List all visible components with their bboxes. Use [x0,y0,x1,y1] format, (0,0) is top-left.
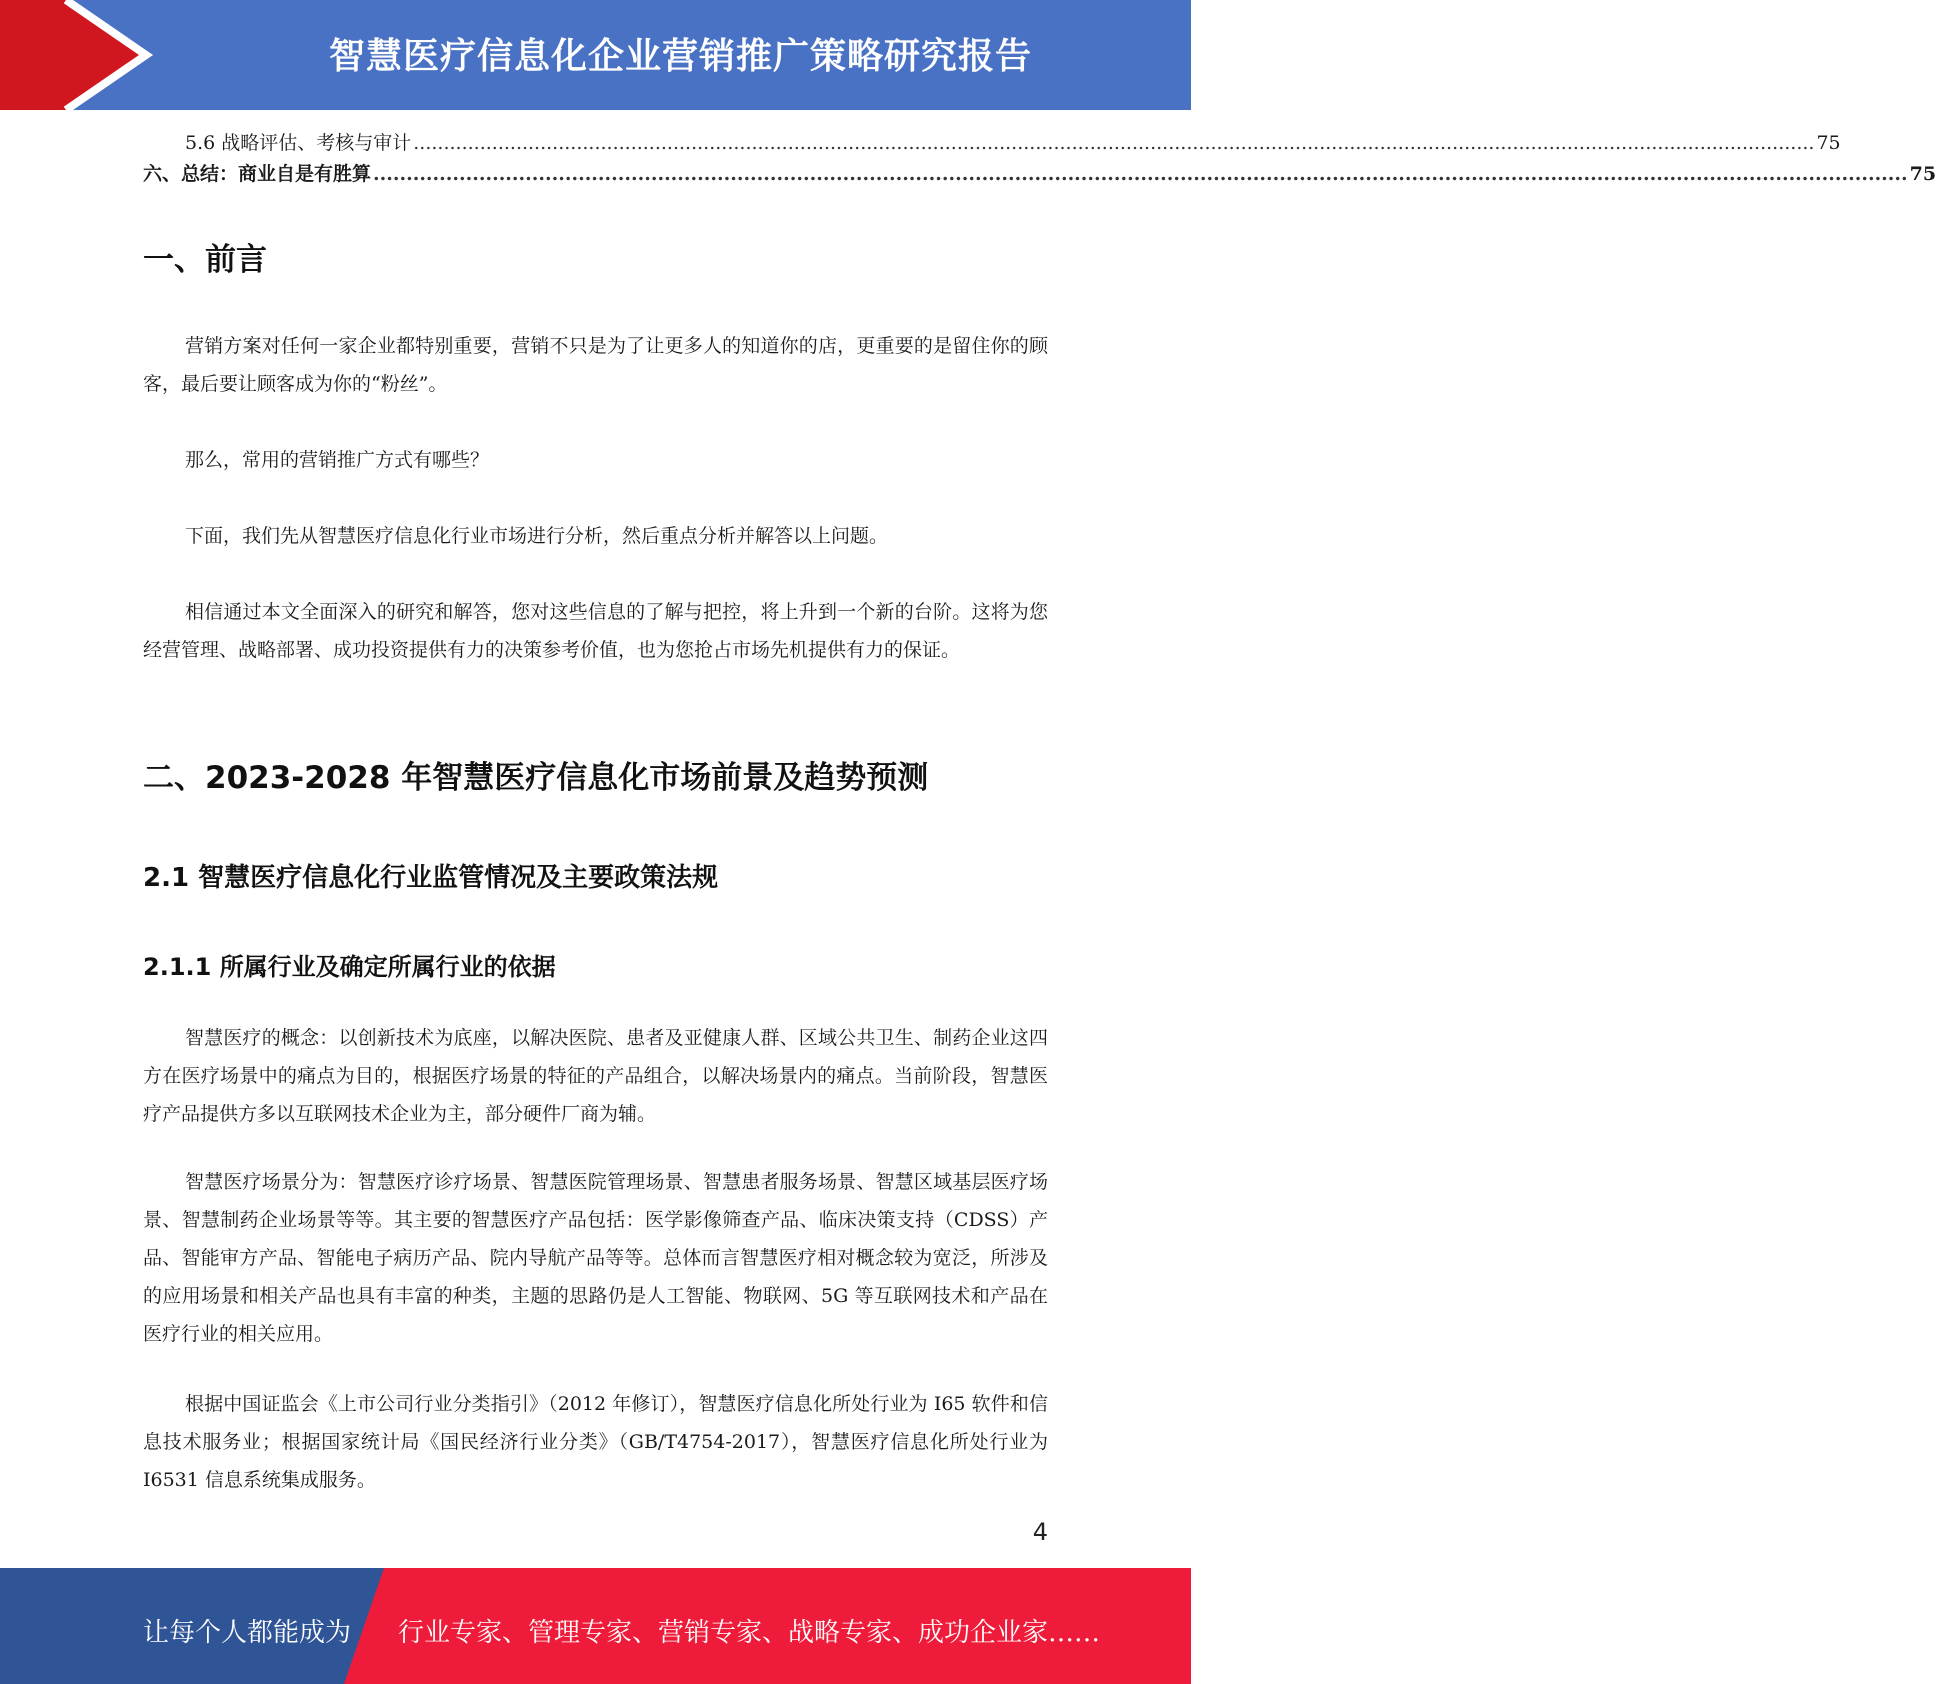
body-paragraph: 根据中国证监会《上市公司行业分类指引》（2012 年修订），智慧医疗信息化所处行业为 I65 软件和信息技术服务业；根据国家统计局《国民经济行业分类》（GB/T4754-2017），智慧医疗信息化所处行业为 I6531 信息系统集成服务。 [143,1393,1048,1491]
page-footer [0,1568,1191,1684]
toc-entry[interactable] [143,159,1936,189]
report-title: 智慧医疗信息化企业营销推广策略研究报告 [328,36,1032,77]
toc-leader-dots: ........................................................................................................................................................................................................................................ [373,163,1908,185]
toc-entry-page: 75 [1909,163,1936,185]
section-2-1-heading: 2.1 智慧医疗信息化行业监管情况及主要政策法规 [143,863,719,893]
preface-heading: 一、前言 [143,242,267,278]
header-chevron-decoration [0,0,160,110]
footer-slogan-left: 让每个人都能成为 [143,1618,352,1648]
toc-entry[interactable] [143,128,1841,158]
body-paragraph: 智慧医疗的概念：以创新技术为底座，以解决医院、患者及亚健康人群、区域公共卫生、制药企业这四方在医疗场景中的痛点为目的，根据医疗场景的特征的产品组合，以解决场景内的痛点。当前阶段，智慧医疗产品提供方多以互联网技术企业为主，部分硬件厂商为辅。 [143,1027,1048,1125]
body-paragraph: 智慧医疗场景分为：智慧医疗诊疗场景、智慧医院管理场景、智慧患者服务场景、智慧区域基层医疗场景、智慧制药企业场景等等。其主要的智慧医疗产品包括：医学影像筛查产品、临床决策支持（CDSS）产品、智能审方产品、智能电子病历产品、院内导航产品等等。总体而言智慧医疗相对概念较为宽泛，所涉及的应用场景和相关产品也具有丰富的种类，主题的思路仍是人工智能、物联网、5G 等互联网技术和产品在医疗行业的相关应用。 [143,1171,1048,1345]
page-number: 4 [1032,1518,1048,1546]
footer-slogan-right: 行业专家、管理专家、营销专家、战略专家、成功企业家…… [398,1618,1101,1648]
preface-paragraph: 相信通过本文全面深入的研究和解答，您对这些信息的了解与把控，将上升到一个新的台阶。这将为您经营管理、战略部署、成功投资提供有力的决策参考价值，也为您抢占市场先机提供有力的保证。 [143,601,1048,661]
preface-paragraph: 营销方案对任何一家企业都特别重要，营销不只是为了让更多人的知道你的店，更重要的是留住你的顾客，最后要让顾客成为你的“粉丝”。 [143,335,1048,395]
preface-paragraph: 下面，我们先从智慧医疗信息化行业市场进行分析，然后重点分析并解答以上问题。 [185,525,889,547]
toc-leader-dots: ........................................................................................................................................................................................................................................ [413,132,1815,154]
preface-paragraph: 那么，常用的营销推广方式有哪些？ [185,449,490,471]
page-header [0,0,1191,110]
toc-entry-label: 六、总结：商业自是有胜算 [143,163,372,185]
chapter2-heading: 二、2023-2028 年智慧医疗信息化市场前景及趋势预测 [143,760,929,796]
toc-entry-page: 75 [1816,132,1841,154]
toc-entry-label: 5.6 战略评估、考核与审计 [185,132,412,154]
section-2-1-1-heading: 2.1.1 所属行业及确定所属行业的依据 [143,953,556,981]
